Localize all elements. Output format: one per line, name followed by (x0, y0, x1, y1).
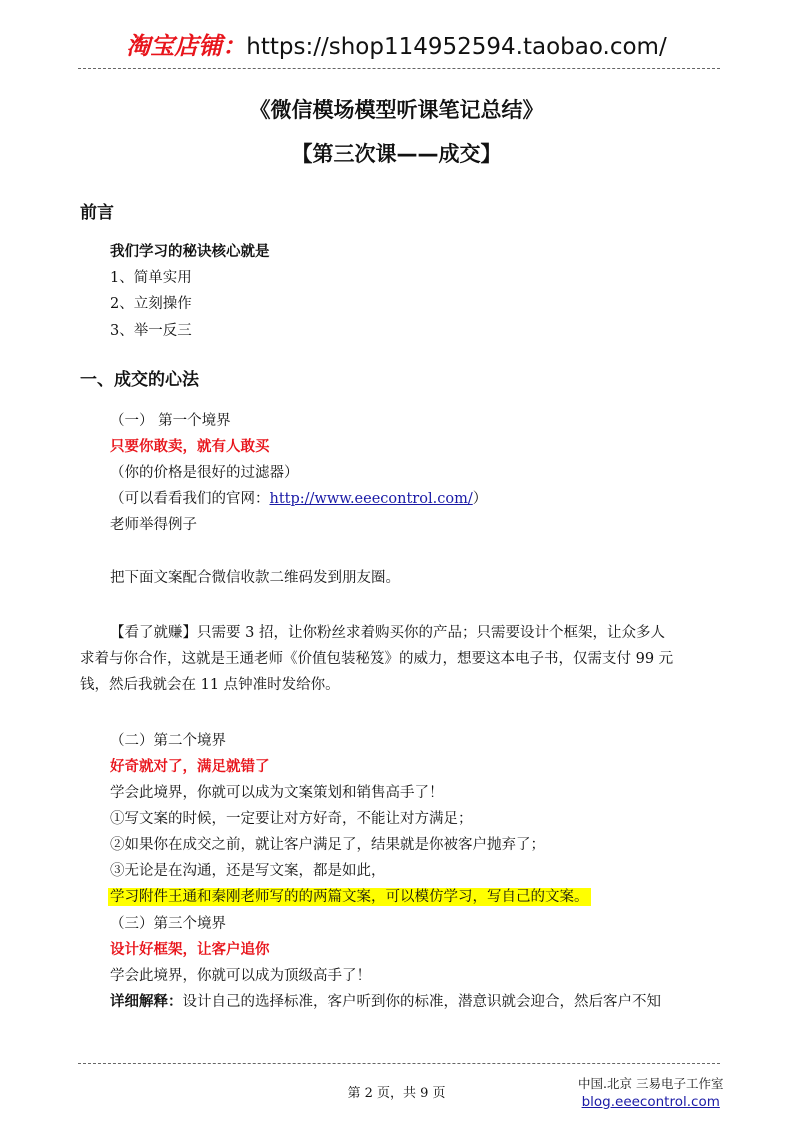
realm1-instruction: 把下面文案配合微信收款二维码发到朋友圈。 (110, 570, 400, 586)
footer-credit (578, 1075, 723, 1111)
realm3-slogan: 设计好框架，让客户追你 (110, 942, 270, 958)
shop-label: 淘宝店铺： (126, 31, 247, 60)
preface-item: 3、举一反三 (110, 323, 192, 339)
page-number: 第 2 页，共 9 页 (347, 1086, 446, 1101)
realm3-label: （三）第三个境界 (110, 916, 226, 932)
realm3-line: 学会此境界，你就可以成为顶级高手了！ (110, 968, 371, 984)
realm1-note: （你的价格是很好的过滤器） (110, 465, 299, 481)
ad-copy-line: 【看了就赚】只需要 3 招，让你粉丝求着购买你的产品；只需要设计个框架，让众多人 (110, 625, 665, 641)
page-header (0, 28, 793, 65)
realm2-slogan: 好奇就对了，满足就错了 (110, 759, 270, 775)
ad-copy-line: 求着与你合作，这就是王通老师《价值包装秘笈》的威力，想要这本电子书，仅需支付 99 元 (80, 651, 674, 667)
document-subtitle: 【第三次课——成交】 (291, 142, 502, 166)
preface-item: 1、简单实用 (110, 270, 192, 286)
preface-item: 2、立刻操作 (110, 296, 192, 312)
detail-label: 详细解释： (110, 994, 183, 1010)
footer-divider (78, 1063, 720, 1064)
preface-heading: 前言 (80, 203, 114, 223)
website-link[interactable]: http://www.eeecontrol.com/ (269, 491, 473, 507)
website-suffix: ） (472, 491, 488, 507)
ad-copy-line: 钱，然后我就会在 11 点钟准时发给你。 (80, 677, 340, 693)
realm1-example: 老师举得例子 (110, 517, 197, 533)
realm2-line: 学会此境界，你就可以成为文案策划和销售高手了！ (110, 785, 444, 801)
realm3-detail (110, 989, 661, 1015)
document-title: 《微信模场模型听课笔记总结》 (249, 98, 544, 122)
realm1-label: （一） 第一个境界 (110, 413, 231, 429)
studio-name: 中国.北京 三易电子工作室 (578, 1076, 724, 1091)
realm2-line: ①写文案的时候，一定要让对方好奇，不能让对方满足； (110, 811, 473, 827)
realm1-slogan: 只要你敢卖，就有人敢买 (110, 439, 270, 455)
website-prefix: （可以看看我们的官网： (110, 491, 270, 507)
realm1-website-line (110, 486, 487, 512)
realm2-line: ②如果你在成交之前，就让客户满足了，结果就是你被客户抛弃了； (110, 837, 545, 853)
realm2-highlight: 学习附件王通和秦刚老师写的的两篇文案，可以模仿学习，写自己的文案。 (110, 889, 589, 905)
realm2-label: （二）第二个境界 (110, 733, 226, 749)
preface-intro: 我们学习的秘诀核心就是 (110, 244, 270, 260)
section-heading: 一、成交的心法 (80, 370, 199, 390)
realm2-line: ③无论是在沟通，还是写文案，都是如此， (110, 863, 386, 879)
blog-link[interactable]: blog.eeecontrol.com (581, 1094, 720, 1110)
shop-url[interactable]: https://shop114952594.taobao.com/ (246, 34, 667, 60)
detail-text: 设计自己的选择标准，客户听到你的标准，潜意识就会迎合，然后客户不知 (182, 994, 661, 1010)
header-divider (78, 68, 720, 69)
